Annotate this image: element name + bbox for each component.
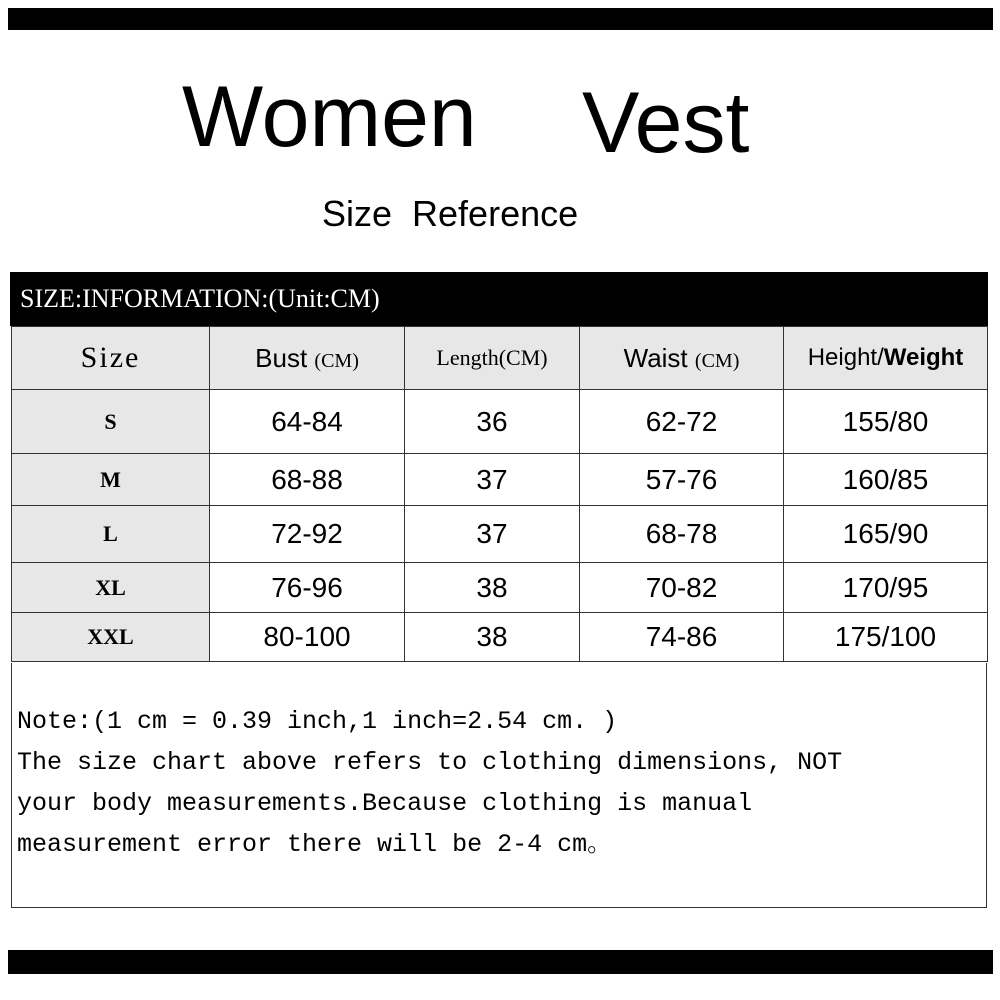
header-length: Length(CM) bbox=[405, 327, 580, 390]
note-line: The size chart above refers to clothing dimensions, NOT bbox=[17, 748, 843, 777]
header-waist-unit: (CM) bbox=[694, 349, 740, 372]
title-word-women: Women bbox=[182, 69, 477, 165]
note-line: Note:(1 cm = 0.39 inch,1 inch=2.54 cm. ) bbox=[17, 707, 618, 736]
cell-length: 37 bbox=[405, 454, 580, 506]
cell-waist: 57-76 bbox=[580, 454, 784, 506]
header-weight-label: Weight bbox=[883, 344, 964, 371]
title-word-vest: Vest bbox=[582, 75, 750, 171]
table-row bbox=[12, 454, 988, 506]
cell-bust: 76-96 bbox=[210, 563, 405, 613]
cell-waist: 62-72 bbox=[580, 390, 784, 454]
cell-size: XXL bbox=[12, 613, 210, 662]
cell-length: 38 bbox=[405, 613, 580, 662]
cell-bust: 68-88 bbox=[210, 454, 405, 506]
table-header-row bbox=[12, 327, 988, 390]
cell-waist: 74-86 bbox=[580, 613, 784, 662]
cell-waist: 70-82 bbox=[580, 563, 784, 613]
header-waist-label: Waist bbox=[623, 342, 688, 373]
table-row bbox=[12, 390, 988, 454]
header-bust-unit: (CM) bbox=[314, 349, 359, 372]
size-table bbox=[11, 326, 988, 662]
header-height-label: Height/ bbox=[807, 344, 884, 371]
page-title bbox=[0, 62, 1000, 172]
page-subtitle: Size Reference bbox=[322, 193, 579, 234]
header-bust-label: Bust bbox=[255, 342, 308, 373]
table-row bbox=[12, 563, 988, 613]
table-row bbox=[12, 613, 988, 662]
cell-bust: 80-100 bbox=[210, 613, 405, 662]
measurement-note bbox=[17, 701, 977, 865]
note-line: measurement error there will be 2-4 cm。 bbox=[17, 830, 613, 859]
header-waist bbox=[580, 327, 784, 390]
cell-height-weight: 175/100 bbox=[784, 613, 988, 662]
cell-size: XL bbox=[12, 563, 210, 613]
cell-bust: 72-92 bbox=[210, 506, 405, 563]
header-size: Size bbox=[12, 327, 210, 390]
cell-length: 38 bbox=[405, 563, 580, 613]
bottom-border-bar bbox=[8, 950, 993, 974]
cell-waist: 68-78 bbox=[580, 506, 784, 563]
cell-height-weight: 170/95 bbox=[784, 563, 988, 613]
cell-size: S bbox=[12, 390, 210, 454]
cell-length: 36 bbox=[405, 390, 580, 454]
header-height-weight bbox=[784, 327, 988, 390]
cell-size: L bbox=[12, 506, 210, 563]
header-bust bbox=[210, 327, 405, 390]
cell-height-weight: 160/85 bbox=[784, 454, 988, 506]
cell-bust: 64-84 bbox=[210, 390, 405, 454]
note-line: your body measurements.Because clothing is manual bbox=[17, 789, 753, 818]
cell-length: 37 bbox=[405, 506, 580, 563]
size-information-bar: SIZE:INFORMATION:(Unit:CM) bbox=[10, 272, 988, 326]
cell-size: M bbox=[12, 454, 210, 506]
cell-height-weight: 165/90 bbox=[784, 506, 988, 563]
top-border-bar bbox=[8, 8, 993, 30]
cell-height-weight: 155/80 bbox=[784, 390, 988, 454]
table-row bbox=[12, 506, 988, 563]
